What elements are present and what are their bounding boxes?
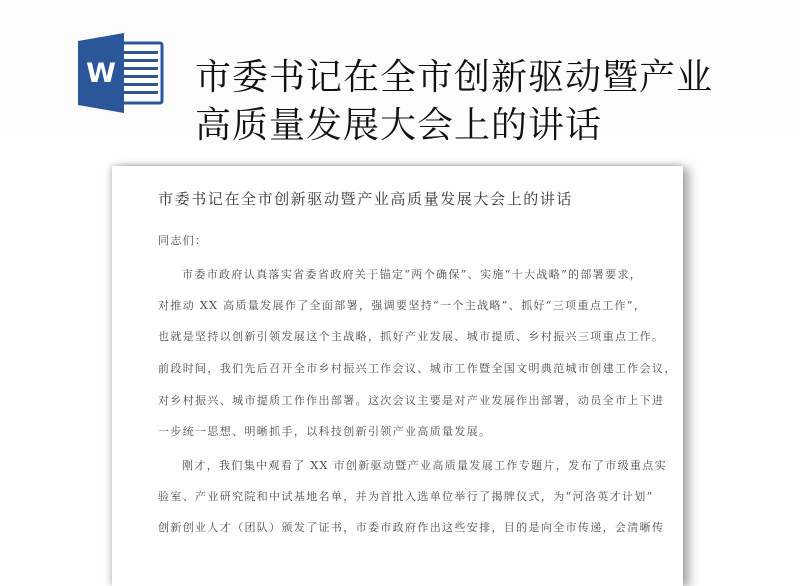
paragraph-line: 也就是坚持以创新引领发展这个主战略，抓好产业发展、城市提质、乡村振兴三项重点工作。 — [158, 330, 665, 343]
svg-text:W: W — [86, 58, 116, 89]
paragraph-line: 对乡村振兴、城市提质工作作出部署。这次会议主要是对产业发展作出部署，动员全市上下进 — [158, 394, 665, 407]
paragraph-line: 一步统一思想、明晰抓手，以科技创新引领产业高质量发展。 — [158, 425, 492, 438]
paragraph-line: 创新创业人才（团队）颁发了证书，市委市政府作出这些安排，目的是向全市传递，会清晰传 — [158, 521, 665, 534]
header-title — [195, 54, 755, 150]
document-page — [112, 166, 683, 586]
salutation: 同志们： — [158, 234, 208, 247]
paragraph-line: 刚才，我们集中观看了 XX 市创新驱动暨产业高质量发展工作专题片，发布了市级重点实 — [182, 459, 668, 472]
header-title-line-1: 市委书记在全市创新驱动暨产业 — [195, 57, 714, 99]
paragraph-line: 对推动 XX 高质量发展作了全面部署，强调要坚持“一个主战略”、抓好“三项重点工作”， — [158, 299, 647, 312]
paragraph-line: 市委市政府认真落实省委省政府关于锚定“两个确保”、实施“十大战略”的部署要求， — [182, 268, 643, 281]
paragraph-line: 前段时间，我们先后召开全市乡村振兴工作会议、城市工作暨全国文明典范城市创建工作会议， — [158, 362, 677, 375]
header-title-line-2: 高质量发展大会上的讲话 — [195, 105, 603, 147]
document-title: 市委书记在全市创新驱动暨产业高质量发展大会上的讲话 — [158, 190, 574, 208]
word-document-icon — [76, 33, 164, 113]
paragraph-line: 验室、产业研究院和中试基地名单，并为首批入选单位举行了揭牌仪式，为“河洛英才计划” — [158, 490, 654, 503]
